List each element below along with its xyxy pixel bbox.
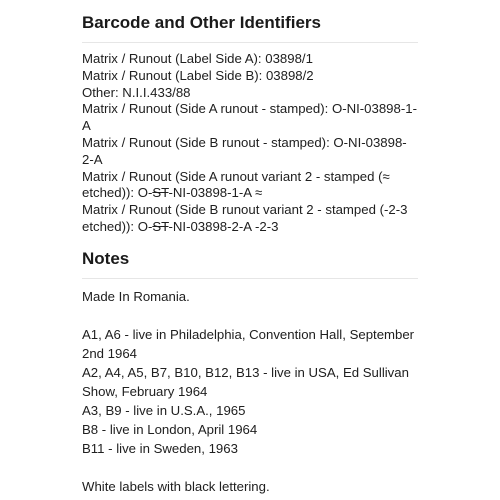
barcode-section <box>82 12 418 236</box>
identifier-text: Other: N.I.I.433/88 <box>82 84 191 100</box>
identifier-text: -NI-03898-1-A ≈ <box>168 185 263 201</box>
notes-made-in: Made In Romania. <box>82 289 190 304</box>
identifier-line <box>82 202 418 236</box>
notes-credit-line: A1, A6 - live in Philadelphia, Convention Hall, September 2nd 1964 <box>82 327 415 361</box>
identifier-text: Matrix / Runout (Side A runout variant 2 - stamped (≈ etched)): O- <box>82 168 390 201</box>
identifier-line <box>82 68 418 85</box>
notes-labels: White labels with black lettering. <box>82 479 270 494</box>
identifier-line <box>82 169 418 203</box>
identifier-line <box>82 135 418 169</box>
notes-credits <box>82 325 418 458</box>
identifier-text: Matrix / Runout (Side B runout variant 2 - stamped (-2-3 etched)): O- <box>82 202 408 234</box>
identifier-list <box>82 51 418 236</box>
notes-divider <box>82 278 418 279</box>
notes-credit-line: A3, B9 - live in U.S.A., 1965 <box>82 403 246 418</box>
notes-credit-line: A2, A4, A5, B7, B10, B12, B13 - live in USA, Ed Sullivan Show, February 1964 <box>82 365 409 399</box>
identifier-text: Matrix / Runout (Label Side A): 03898/1 <box>82 51 313 66</box>
identifier-strikethrough-text: ST <box>152 185 169 201</box>
identifier-strikethrough-text: ST <box>152 218 169 234</box>
identifier-line <box>82 101 418 135</box>
identifier-text: Matrix / Runout (Side B runout - stamped): O-NI-03898-2-A <box>82 134 407 167</box>
notes-credit-line: B11 - live in Sweden, 1963 <box>82 441 238 456</box>
identifier-line <box>82 51 418 68</box>
identifier-text: Matrix / Runout (Side A runout - stamped): O-NI-03898-1-A <box>82 101 417 134</box>
identifier-text: Matrix / Runout (Label Side B): 03898/2 <box>82 67 314 83</box>
notes-body <box>82 287 418 496</box>
identifier-line <box>82 85 418 102</box>
notes-section <box>82 248 418 496</box>
barcode-section-title: Barcode and Other Identifiers <box>82 13 321 32</box>
notes-credit-line: B8 - live in London, April 1964 <box>82 422 258 437</box>
notes-section-title: Notes <box>82 249 130 268</box>
barcode-divider <box>82 42 418 43</box>
identifier-text: -NI-03898-2-A -2-3 <box>168 218 279 234</box>
